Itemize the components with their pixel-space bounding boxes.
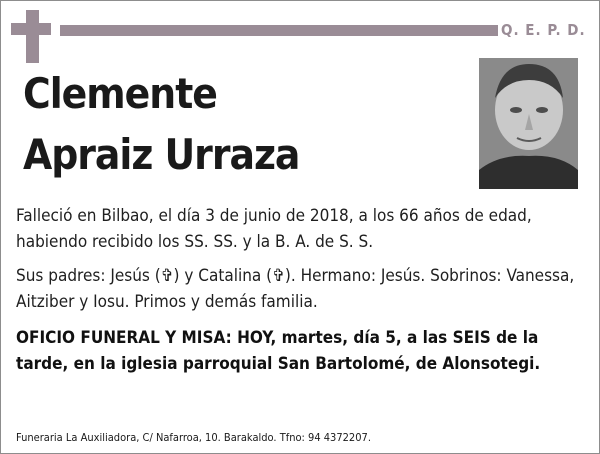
deceased-cross-icon: ✞ <box>160 266 174 286</box>
cross-icon <box>26 10 39 63</box>
family-text-3: ). Hermano: Jesús. Sobrinos: Vanessa, Aitziber y Iosu. Primos y demás familia. <box>16 266 575 312</box>
header-rule <box>60 25 498 36</box>
funeral-paragraph: OFICIO FUNERAL Y MISA: HOY, martes, día 5, a las SEIS de la tarde, en la iglesia parroquial San Bartolomé, de Alonsotegi. <box>16 328 541 374</box>
funeral-home-footer: Funeraria La Auxiliadora, C/ Nafarroa, 10. Barakaldo. Tfno: 94 4372207. <box>16 431 371 444</box>
deceased-last-name: Apraiz Urraza <box>23 130 300 179</box>
cross-icon-arm <box>11 23 51 35</box>
qepd-label: Q. E. P. D. <box>501 21 586 39</box>
family-text-2: ) y Catalina ( <box>173 266 273 286</box>
death-notice-paragraph: Falleció en Bilbao, el día 3 de junio de 2018, a los 66 años de edad, habiendo recibido los SS. SS. y la B. A. de S. S. <box>16 206 532 252</box>
portrait-image <box>479 58 578 189</box>
family-paragraph <box>16 263 586 315</box>
deceased-first-name: Clemente <box>23 69 217 118</box>
deceased-cross-icon: ✞ <box>272 266 285 286</box>
deceased-portrait <box>479 58 578 189</box>
family-text-1: Sus padres: Jesús ( <box>16 266 161 286</box>
